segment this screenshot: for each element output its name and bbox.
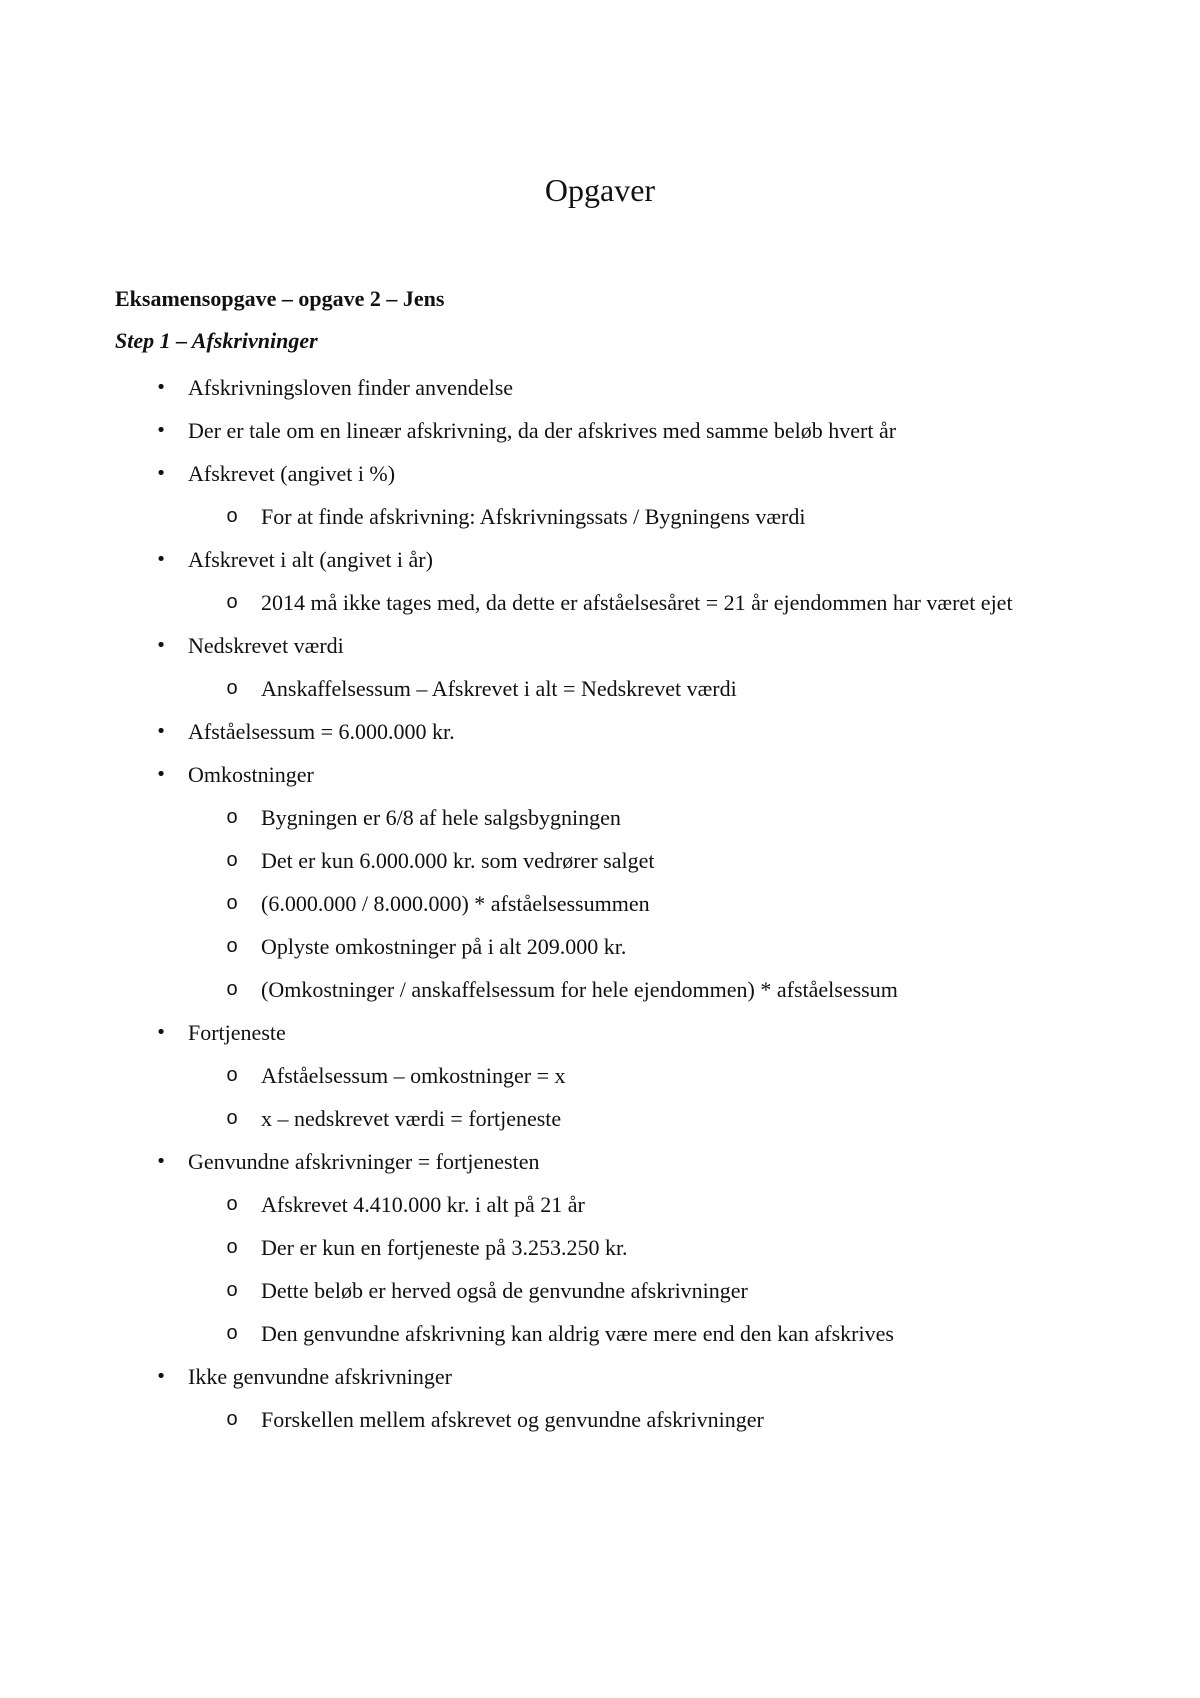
circle-bullet-icon: o (226, 935, 238, 957)
bullet-line (0, 538, 1200, 581)
bullet-line (0, 624, 1200, 667)
bullet-line (0, 1140, 1200, 1183)
sub-item-text: Anskaffelsessum – Afskrevet i alt = Nedskrevet værdi (261, 676, 737, 701)
bullet-dot-icon: • (155, 635, 167, 656)
sub-list-item (0, 968, 1200, 1011)
sub-list (0, 1398, 1200, 1441)
sub-list-item (0, 1269, 1200, 1312)
bullet-text: Genvundne afskrivninger = fortjenesten (188, 1149, 540, 1174)
sub-item-text: Bygningen er 6/8 af hele salgsbygningen (261, 805, 621, 830)
bullet-dot-icon: • (155, 463, 167, 484)
bullet-line (0, 1355, 1200, 1398)
list-item (0, 1355, 1200, 1441)
circle-bullet-icon: o (226, 591, 238, 613)
sub-item-text: Afståelsessum – omkostninger = x (261, 1063, 566, 1088)
sub-list-item (0, 495, 1200, 538)
sub-list-item (0, 1183, 1200, 1226)
circle-bullet-icon: o (226, 892, 238, 914)
bullet-dot-icon: • (155, 1022, 167, 1043)
sub-list-item (0, 581, 1200, 624)
bullet-line (0, 452, 1200, 495)
sub-list (0, 1054, 1200, 1140)
circle-bullet-icon: o (226, 1408, 238, 1430)
sub-item-text: Der er kun en fortjeneste på 3.253.250 kr. (261, 1235, 628, 1260)
sub-list-item (0, 1226, 1200, 1269)
sub-item-text: Oplyste omkostninger på i alt 209.000 kr. (261, 934, 627, 959)
sub-item-text: Dette beløb er herved også de genvundne afskrivninger (261, 1278, 748, 1303)
sub-item-text: (Omkostninger / anskaffelsessum for hele ejendommen) * afståelsessum (261, 977, 898, 1002)
sub-list-item (0, 839, 1200, 882)
bullet-text: Afskrivningsloven finder anvendelse (188, 375, 514, 400)
circle-bullet-icon: o (226, 1279, 238, 1301)
bullet-text: Ikke genvundne afskrivninger (188, 1364, 452, 1389)
circle-bullet-icon: o (226, 978, 238, 1000)
bullet-dot-icon: • (155, 549, 167, 570)
page-title: Opgaver (544, 172, 656, 208)
sub-list-item (0, 1097, 1200, 1140)
list-item (0, 710, 1200, 753)
circle-bullet-icon: o (226, 1322, 238, 1344)
bullet-line (0, 409, 1200, 452)
sub-list-item (0, 1398, 1200, 1441)
bullet-line (0, 366, 1200, 409)
bullet-text: Nedskrevet værdi (188, 633, 344, 658)
bullet-text: Afskrevet i alt (angivet i år) (188, 547, 433, 572)
circle-bullet-icon: o (226, 806, 238, 828)
list-item (0, 366, 1200, 409)
sub-item-text: 2014 må ikke tages med, da dette er afståelsesåret = 21 år ejendommen har været ejet (261, 590, 1013, 615)
bullet-dot-icon: • (155, 420, 167, 441)
bullet-dot-icon: • (155, 1151, 167, 1172)
list-item (0, 452, 1200, 538)
circle-bullet-icon: o (226, 677, 238, 699)
list-item (0, 1140, 1200, 1355)
bullet-dot-icon: • (155, 377, 167, 398)
sub-list (0, 667, 1200, 710)
sub-list-item (0, 1312, 1200, 1355)
sub-item-text: Afskrevet 4.410.000 kr. i alt på 21 år (261, 1192, 585, 1217)
sub-item-text: Det er kun 6.000.000 kr. som vedrører salget (261, 848, 655, 873)
bullet-line (0, 753, 1200, 796)
sub-list (0, 581, 1200, 624)
sub-list (0, 1183, 1200, 1355)
sub-item-text: Forskellen mellem afskrevet og genvundne afskrivninger (261, 1407, 764, 1432)
section-heading: Eksamensopgave – opgave 2 – Jens (115, 286, 445, 311)
sub-list (0, 796, 1200, 1011)
bullet-line (0, 710, 1200, 753)
sub-item-text: For at finde afskrivning: Afskrivningssats / Bygningens værdi (261, 504, 806, 529)
list-item (0, 753, 1200, 1011)
sub-item-text: Den genvundne afskrivning kan aldrig være mere end den kan afskrives (261, 1321, 894, 1346)
step-title: Step 1 – Afskrivninger (115, 328, 318, 353)
sub-list-item (0, 925, 1200, 968)
bullet-line (0, 1011, 1200, 1054)
sub-list-item (0, 1054, 1200, 1097)
bullet-list (0, 366, 1200, 1441)
circle-bullet-icon: o (226, 1107, 238, 1129)
circle-bullet-icon: o (226, 505, 238, 527)
sub-list-item (0, 882, 1200, 925)
bullet-text: Afståelsessum = 6.000.000 kr. (188, 719, 455, 744)
circle-bullet-icon: o (226, 1193, 238, 1215)
bullet-dot-icon: • (155, 721, 167, 742)
circle-bullet-icon: o (226, 1236, 238, 1258)
sub-item-text: x – nedskrevet værdi = fortjeneste (261, 1106, 562, 1131)
sub-list (0, 495, 1200, 538)
circle-bullet-icon: o (226, 849, 238, 871)
circle-bullet-icon: o (226, 1064, 238, 1086)
bullet-text: Omkostninger (188, 762, 314, 787)
sub-list-item (0, 667, 1200, 710)
bullet-dot-icon: • (155, 764, 167, 785)
sub-item-text: (6.000.000 / 8.000.000) * afståelsessummen (261, 891, 650, 916)
list-item (0, 538, 1200, 624)
sub-list-item (0, 796, 1200, 839)
list-item (0, 624, 1200, 710)
list-item (0, 1011, 1200, 1140)
list-item (0, 409, 1200, 452)
bullet-dot-icon: • (155, 1366, 167, 1387)
bullet-text: Der er tale om en lineær afskrivning, da der afskrives med samme beløb hvert år (188, 418, 897, 443)
bullet-text: Afskrevet (angivet i %) (188, 461, 396, 486)
bullet-text: Fortjeneste (188, 1020, 286, 1045)
